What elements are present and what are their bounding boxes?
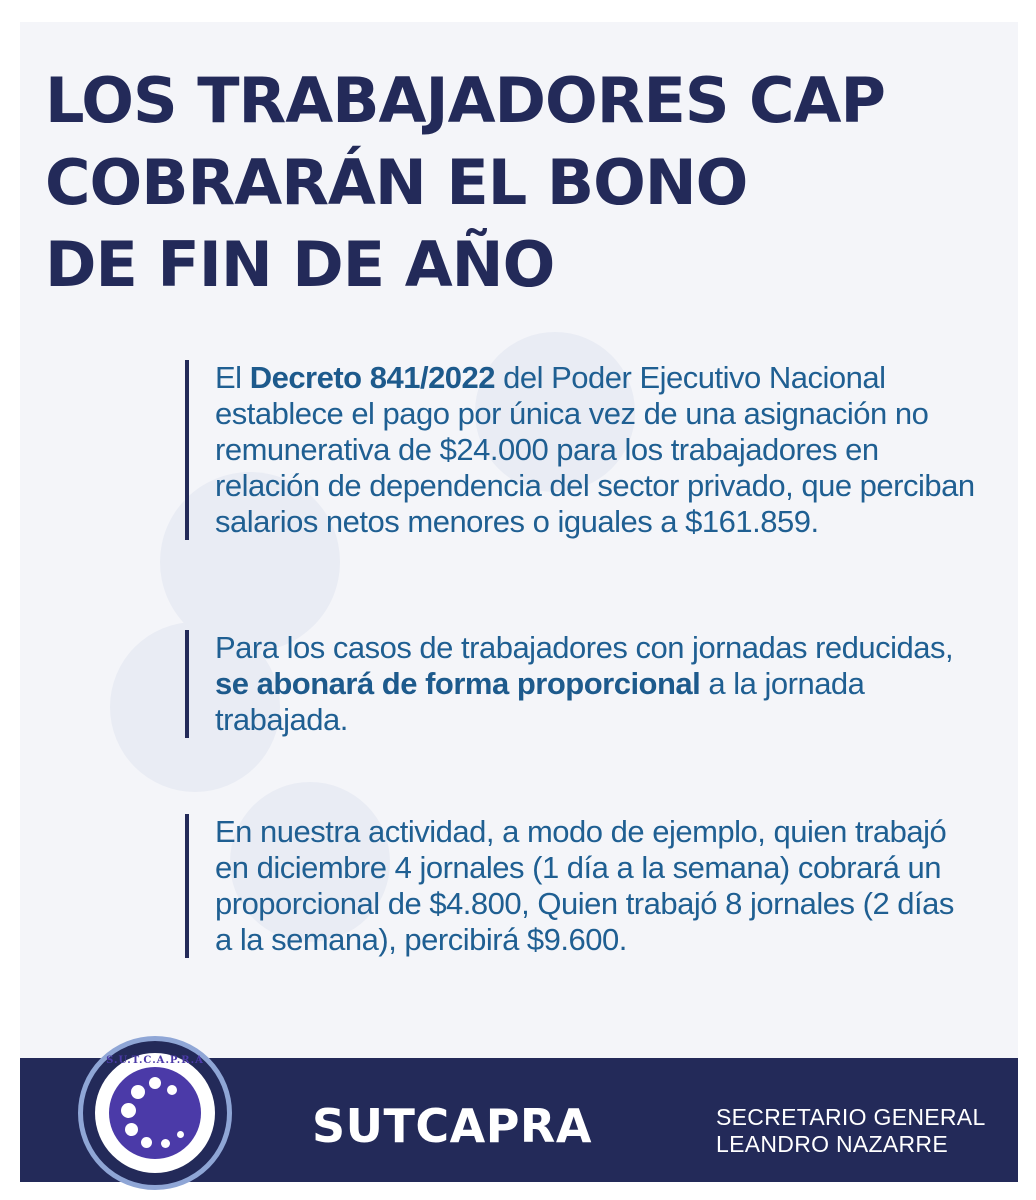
paragraph-post: del Poder Ejecutivo Nacional establece el pago por única vez de una asignación no remunerativa de $24.000 para los trabajadores en relación de dependencia del sector privado, que perciban salarios netos menores o iguales a $161.859. bbox=[215, 360, 975, 539]
paragraph-post: a la jornada trabajada. bbox=[215, 666, 865, 737]
signature-block bbox=[716, 1104, 986, 1158]
logo-dot bbox=[177, 1131, 184, 1138]
headline-line-3: DE FIN DE AÑO bbox=[45, 228, 555, 301]
paragraph-text bbox=[215, 360, 975, 540]
accent-bar bbox=[185, 360, 189, 540]
accent-bar bbox=[185, 814, 189, 958]
headline bbox=[45, 60, 965, 306]
accent-bar bbox=[185, 630, 189, 738]
logo-dot bbox=[161, 1139, 170, 1148]
logo-lettering: S.U.T.C.A.P.R.A bbox=[106, 1055, 204, 1066]
paragraph-jornadas bbox=[185, 630, 975, 738]
decree-highlight: Decreto 841/2022 bbox=[249, 360, 496, 395]
headline-line-2: COBRARÁN EL BONO bbox=[45, 146, 748, 219]
sutcapra-logo bbox=[78, 1036, 232, 1190]
paragraph-decreto bbox=[185, 360, 975, 540]
paragraph-ejemplo bbox=[185, 814, 975, 958]
headline-line-1: LOS TRABAJADORES CAP bbox=[45, 64, 885, 137]
brand-name: SUTCAPRA bbox=[312, 1099, 592, 1153]
logo-ring bbox=[95, 1053, 215, 1173]
paragraph-text bbox=[215, 630, 975, 738]
signature-role: SECRETARIO GENERAL bbox=[716, 1104, 986, 1130]
paragraph-text: En nuestra actividad, a modo de ejemplo, quien trabajó en diciembre 4 jornales (1 día a la semana) cobrará un proporcional de $4.800, Quien trabajó 8 jornales (2 días a la semana), percibirá $9.600. bbox=[215, 814, 954, 957]
logo-dot bbox=[167, 1085, 177, 1095]
paragraph-pre: El bbox=[215, 360, 250, 395]
proportional-highlight: se abonará de forma proporcional bbox=[215, 666, 701, 701]
logo-dot bbox=[125, 1123, 138, 1136]
logo-dot bbox=[141, 1137, 152, 1148]
logo-dot bbox=[121, 1103, 136, 1118]
signature-person: LEANDRO NAZARRE bbox=[716, 1131, 948, 1157]
logo-dot bbox=[149, 1077, 161, 1089]
logo-core bbox=[109, 1067, 201, 1159]
paragraph-pre: Para los casos de trabajadores con jornadas reducidas, bbox=[215, 630, 954, 665]
logo-dot bbox=[131, 1085, 145, 1099]
